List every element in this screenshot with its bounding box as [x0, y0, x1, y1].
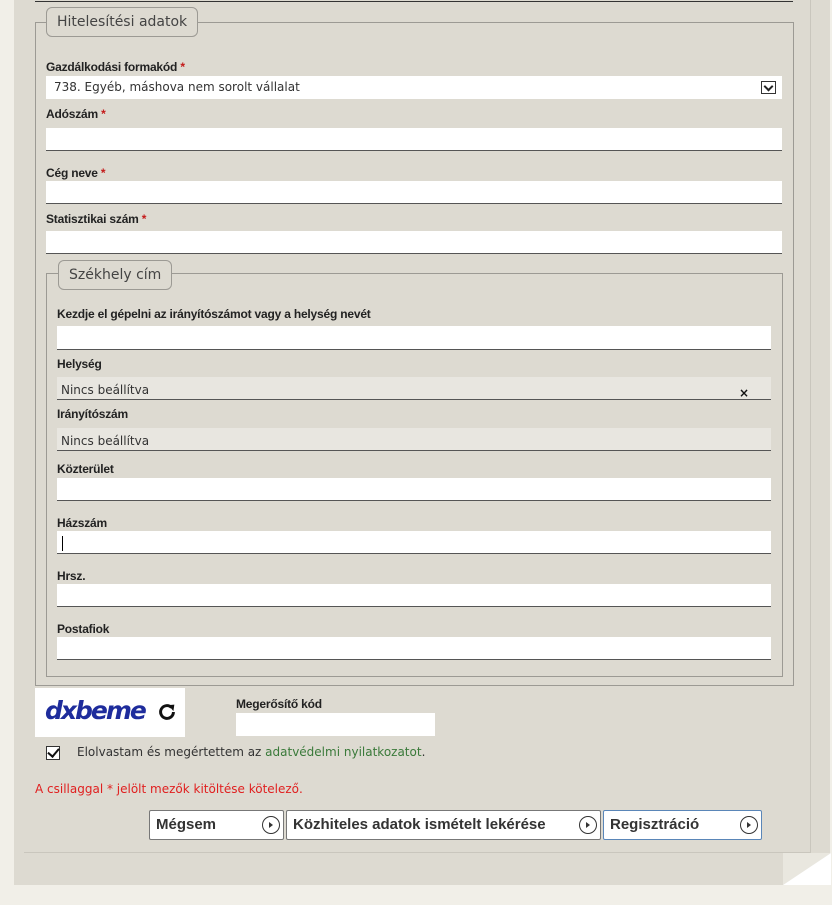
city-value: Nincs beállítva: [61, 383, 150, 397]
arrow-right-circle-icon: [579, 816, 597, 834]
panel-bottom-divider: [24, 852, 811, 853]
tax-number-input[interactable]: [46, 128, 782, 151]
page-curl-icon: [783, 853, 831, 885]
company-name-input[interactable]: [46, 181, 782, 204]
register-button[interactable]: [603, 810, 762, 840]
consent-text: Elolvastam és megértettem az adatvédelmi nyilatkozatot.: [77, 745, 426, 759]
panel-edge: [810, 0, 811, 852]
city-label: Helység: [57, 357, 102, 371]
register-button-label: Regisztráció: [610, 816, 700, 833]
tax-number-label: Adószám *: [46, 107, 106, 121]
clear-city-icon[interactable]: ×: [738, 386, 749, 400]
stat-number-label: Statisztikai szám *: [46, 212, 147, 226]
address-search-input[interactable]: [57, 326, 771, 350]
lot-number-input[interactable]: [57, 584, 771, 607]
address-search-label: Kezdje el gépelni az irányítószámot vagy a helység nevét: [57, 307, 371, 321]
captcha-text: dxbeme: [45, 696, 145, 725]
required-fields-note: A csillaggal * jelölt mezők kitöltése kötelező.: [35, 782, 303, 796]
street-input[interactable]: [57, 478, 771, 501]
consent-checkbox[interactable]: [46, 746, 60, 760]
auth-legend: Hitelesítési adatok: [46, 7, 198, 37]
po-box-input[interactable]: [57, 637, 771, 660]
house-number-input[interactable]: [57, 531, 771, 554]
cancel-button[interactable]: [149, 810, 284, 840]
house-number-label: Házszám: [57, 516, 107, 530]
legal-form-value: 738. Egyéb, máshova nem sorolt vállalat: [54, 80, 300, 94]
cancel-button-label: Mégsem: [156, 816, 217, 833]
arrow-right-circle-icon: [740, 816, 758, 834]
zip-label: Irányítószám: [57, 407, 128, 421]
street-label: Közterület: [57, 462, 114, 476]
refresh-icon[interactable]: [156, 701, 178, 723]
captcha-code-input[interactable]: [236, 713, 435, 736]
refetch-data-button-label: Közhiteles adatok ismételt lekérése: [293, 816, 546, 833]
city-field: [57, 377, 771, 400]
company-name-label: Cég neve *: [46, 166, 106, 180]
arrow-right-circle-icon: [262, 816, 280, 834]
stat-number-input[interactable]: [46, 231, 782, 254]
top-divider: [35, 1, 793, 2]
refetch-data-button[interactable]: [286, 810, 601, 840]
text-caret: [62, 536, 63, 551]
chevron-down-icon[interactable]: [761, 81, 776, 94]
lot-number-label: Hrsz.: [57, 569, 86, 583]
legal-form-select[interactable]: [46, 76, 782, 99]
po-box-label: Postafiok: [57, 622, 110, 636]
address-legend: Székhely cím: [58, 260, 172, 290]
zip-value: Nincs beállítva: [61, 434, 150, 448]
legal-form-label: Gazdálkodási formakód *: [46, 60, 185, 74]
captcha-code-label: Megerősítő kód: [236, 697, 322, 711]
privacy-policy-link[interactable]: adatvédelmi nyilatkozatot: [265, 745, 422, 759]
zip-field: [57, 428, 771, 451]
captcha-image: [35, 688, 185, 737]
